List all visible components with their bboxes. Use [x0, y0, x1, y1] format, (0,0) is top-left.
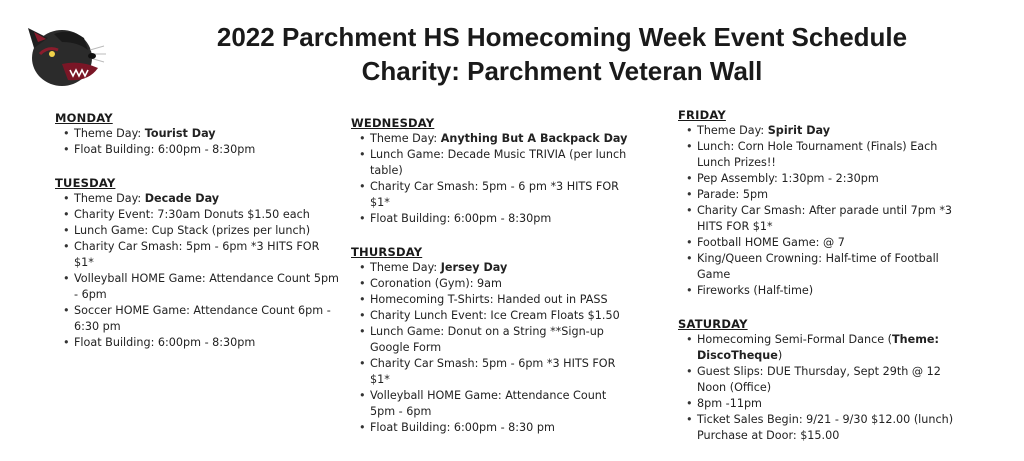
day-section-monday [55, 110, 340, 158]
event-text-pre: Theme Day: [370, 261, 441, 274]
title-line-1: 2022 Parchment HS Homecoming Week Event Schedule [216, 22, 908, 52]
event-list [351, 131, 631, 227]
event-text-pre: Pep Assembly: 1:30pm - 2:30pm [697, 172, 879, 185]
event-list [678, 123, 968, 299]
event-text-pre: Theme Day: [74, 192, 145, 205]
event-item [678, 396, 968, 412]
event-text-pre: Float Building: 6:00pm - 8:30pm [74, 143, 256, 156]
event-text-pre: Football HOME Game: @ 7 [697, 236, 845, 249]
event-item [678, 187, 968, 203]
event-item [678, 123, 968, 139]
event-text-pre: King/Queen Crowning: Half-time of Football Game [697, 252, 939, 281]
event-item [678, 412, 968, 444]
event-text-pre: Float Building: 6:00pm - 8:30pm [74, 336, 256, 349]
event-item [55, 126, 340, 142]
event-text-pre: Charity Car Smash: 5pm - 6 pm *3 HITS FOR $1* [370, 180, 619, 209]
event-text-pre: Guest Slips: DUE Thursday, Sept 29th @ 12 Noon (Office) [697, 365, 941, 394]
event-text-pre: Theme Day: [370, 132, 441, 145]
event-item [678, 332, 968, 364]
page-title [120, 20, 1004, 88]
event-text-pre: Homecoming T-Shirts: Handed out in PASS [370, 293, 608, 306]
event-text-pre: Parade: 5pm [697, 188, 768, 201]
event-list [55, 191, 340, 351]
day-section-tuesday [55, 175, 340, 351]
event-text-pre: Theme Day: [697, 124, 768, 137]
day-heading: WEDNESDAY [351, 116, 435, 130]
event-text-bold: Jersey Day [440, 261, 508, 274]
event-item [678, 139, 968, 171]
event-text-pre: Float Building: 6:00pm - 8:30 pm [370, 421, 555, 434]
day-section-thursday [351, 244, 631, 436]
event-item [351, 420, 631, 436]
event-text-pre: Soccer HOME Game: Attendance Count 6pm - 6:30 pm [74, 304, 331, 333]
day-heading: TUESDAY [55, 176, 116, 190]
event-text-pre: Charity Car Smash: 5pm - 6pm *3 HITS FOR $1* [370, 357, 616, 386]
event-text-pre: Homecoming Semi-Formal Dance ( [697, 333, 893, 346]
day-section-saturday [678, 316, 968, 444]
event-item [351, 276, 631, 292]
event-text-pre: Lunch Game: Donut on a String **Sign-up Google Form [370, 325, 604, 354]
panther-logo [18, 20, 110, 90]
event-item [351, 388, 631, 420]
day-heading: SATURDAY [678, 317, 748, 331]
event-text-bold: Decade Day [144, 192, 220, 205]
event-item [678, 235, 968, 251]
event-list [678, 332, 968, 444]
event-list [55, 126, 340, 158]
event-item [351, 356, 631, 388]
event-item [55, 303, 340, 335]
event-item [55, 142, 340, 158]
event-text-pre: Charity Lunch Event: Ice Cream Floats $1.50 [370, 309, 620, 322]
event-item [351, 147, 631, 179]
event-text-bold: Spirit Day [767, 124, 831, 137]
event-text-pre: Lunch Game: Decade Music TRIVIA (per lunch table) [370, 148, 627, 177]
event-item [351, 131, 631, 147]
day-heading: FRIDAY [678, 108, 726, 122]
event-text-pre: Coronation (Gym): 9am [370, 277, 502, 290]
event-item [351, 308, 631, 324]
event-text-pre: Charity Car Smash: After parade until 7pm *3 HITS FOR $1* [697, 204, 953, 233]
event-item [678, 203, 968, 235]
day-section-wednesday [351, 115, 631, 227]
title-line-2: Charity: Parchment Veteran Wall [361, 56, 763, 86]
event-text-pre: Lunch: Corn Hole Tournament (Finals) Each Lunch Prizes!! [697, 140, 938, 169]
event-item [55, 191, 340, 207]
schedule-column-1 [55, 110, 340, 368]
event-item [351, 324, 631, 356]
event-text-pre: Ticket Sales Begin: 9/21 - 9/30 $12.00 (lunch) Purchase at Door: $15.00 [697, 413, 954, 442]
event-text-pre: Charity Event: 7:30am Donuts $1.50 each [74, 208, 310, 221]
event-text-pre: Theme Day: [74, 127, 145, 140]
day-heading: THURSDAY [351, 245, 423, 259]
event-item [351, 260, 631, 276]
event-text-pre: Charity Car Smash: 5pm - 6pm *3 HITS FOR $1* [74, 240, 320, 269]
day-section-friday [678, 107, 968, 299]
event-text-pre: Float Building: 6:00pm - 8:30pm [370, 212, 552, 225]
schedule-column-3 [678, 107, 968, 461]
event-list [351, 260, 631, 436]
event-item [55, 239, 340, 271]
event-text-bold: Tourist Day [144, 127, 216, 140]
event-item [678, 283, 968, 299]
event-item [55, 271, 340, 303]
event-item [351, 211, 631, 227]
event-text-pre: Volleyball HOME Game: Attendance Count 5pm - 6pm [370, 389, 607, 418]
event-item [351, 292, 631, 308]
event-text-bold: Theme: DiscoTheque [697, 333, 939, 362]
event-text-bold: Anything But A Backpack Day [440, 132, 628, 145]
event-text-pre: Fireworks (Half-time) [697, 284, 814, 297]
event-item [678, 171, 968, 187]
event-text-pre: Lunch Game: Cup Stack (prizes per lunch) [74, 224, 311, 237]
event-text-post: ) [777, 349, 783, 362]
schedule-column-2 [351, 115, 631, 453]
event-text-pre: Volleyball HOME Game: Attendance Count 5pm - 6pm [74, 272, 339, 301]
event-item [678, 251, 968, 283]
event-item [55, 207, 340, 223]
event-item [351, 179, 631, 211]
event-text-pre: 8pm -11pm [697, 397, 762, 410]
day-heading: MONDAY [55, 111, 113, 125]
event-item [678, 364, 968, 396]
event-item [55, 223, 340, 239]
event-item [55, 335, 340, 351]
